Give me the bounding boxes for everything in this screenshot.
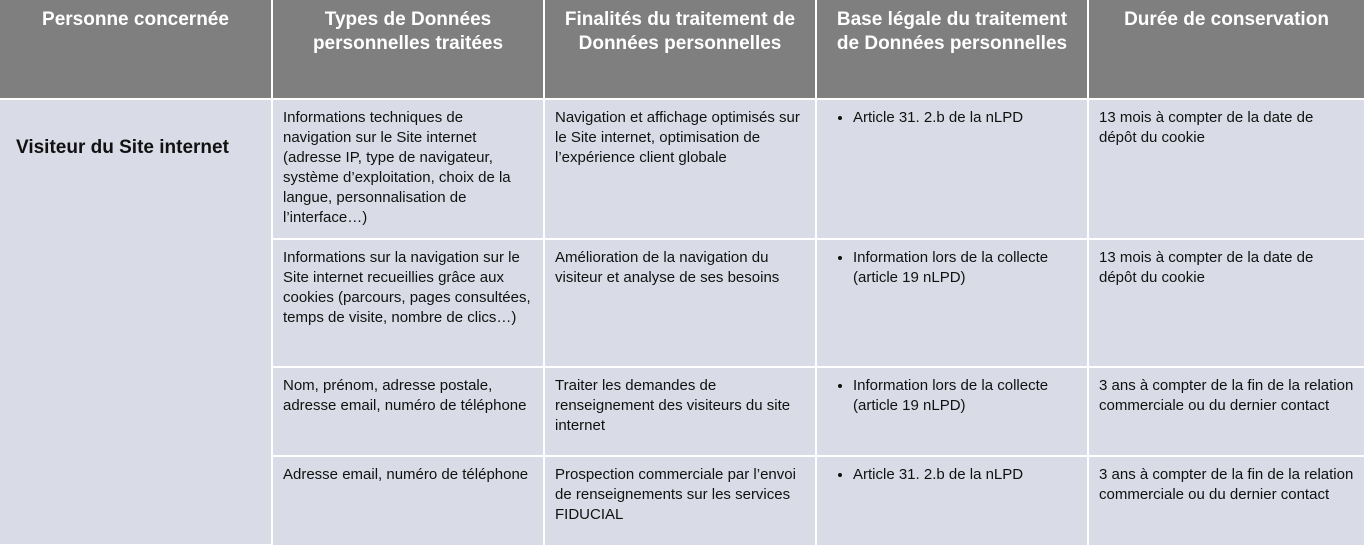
- retention-cell: 3 ans à compter de la fin de la relation commerciale ou du dernier contact: [1088, 367, 1364, 456]
- data-types-cell: Informations sur la navigation sur le Site internet recueillies grâce aux cookies (parcours, pages consultées, temps de visite, nombre de clics…): [272, 239, 544, 367]
- data-types-cell: Informations techniques de navigation sur le Site internet (adresse IP, type de navigateur, système d’exploitation, choix de la langue, personnalisation de l’interface…): [272, 99, 544, 239]
- purpose-cell: Prospection commerciale par l’envoi de renseignements sur les services FIDUCIAL: [544, 456, 816, 545]
- legal-basis-cell: [816, 239, 1088, 367]
- header-retention: Durée de conservation: [1088, 0, 1364, 99]
- purpose-cell: Navigation et affichage optimisés sur le Site internet, optimisation de l’expérience client globale: [544, 99, 816, 239]
- legal-basis-list: [827, 376, 1077, 416]
- subject-cell: Visiteur du Site internet: [0, 99, 272, 545]
- table-row: [0, 99, 1364, 239]
- table-header: [0, 0, 1364, 99]
- header-purposes: Finalités du traitement de Données personnelles: [544, 0, 816, 99]
- retention-cell: 3 ans à compter de la fin de la relation commerciale ou du dernier contact: [1088, 456, 1364, 545]
- legal-basis-item: • Information lors de la collecte (article 19 nLPD): [853, 248, 1077, 288]
- legal-basis-list: [827, 248, 1077, 288]
- header-row: [0, 0, 1364, 99]
- legal-basis-cell: [816, 456, 1088, 545]
- legal-basis-item: • Information lors de la collecte (article 19 nLPD): [853, 376, 1077, 416]
- purpose-cell: Traiter les demandes de renseignement des visiteurs du site internet: [544, 367, 816, 456]
- data-types-cell: Adresse email, numéro de téléphone: [272, 456, 544, 545]
- legal-basis-cell: [816, 99, 1088, 239]
- data-types-cell: Nom, prénom, adresse postale, adresse email, numéro de téléphone: [272, 367, 544, 456]
- header-data-types: Types de Données personnelles traitées: [272, 0, 544, 99]
- legal-basis-cell: [816, 367, 1088, 456]
- legal-basis-item: • Article 31. 2.b de la nLPD: [853, 108, 1077, 128]
- legal-basis-item: • Article 31. 2.b de la nLPD: [853, 465, 1077, 485]
- legal-basis-list: [827, 108, 1077, 128]
- header-person: Personne concernée: [0, 0, 272, 99]
- legal-basis-list: [827, 465, 1077, 485]
- retention-cell: 13 mois à compter de la date de dépôt du cookie: [1088, 99, 1364, 239]
- retention-cell: 13 mois à compter de la date de dépôt du cookie: [1088, 239, 1364, 367]
- header-legal-basis: Base légale du traitement de Données personnelles: [816, 0, 1088, 99]
- table-body: [0, 99, 1364, 545]
- purpose-cell: Amélioration de la navigation du visiteur et analyse de ses besoins: [544, 239, 816, 367]
